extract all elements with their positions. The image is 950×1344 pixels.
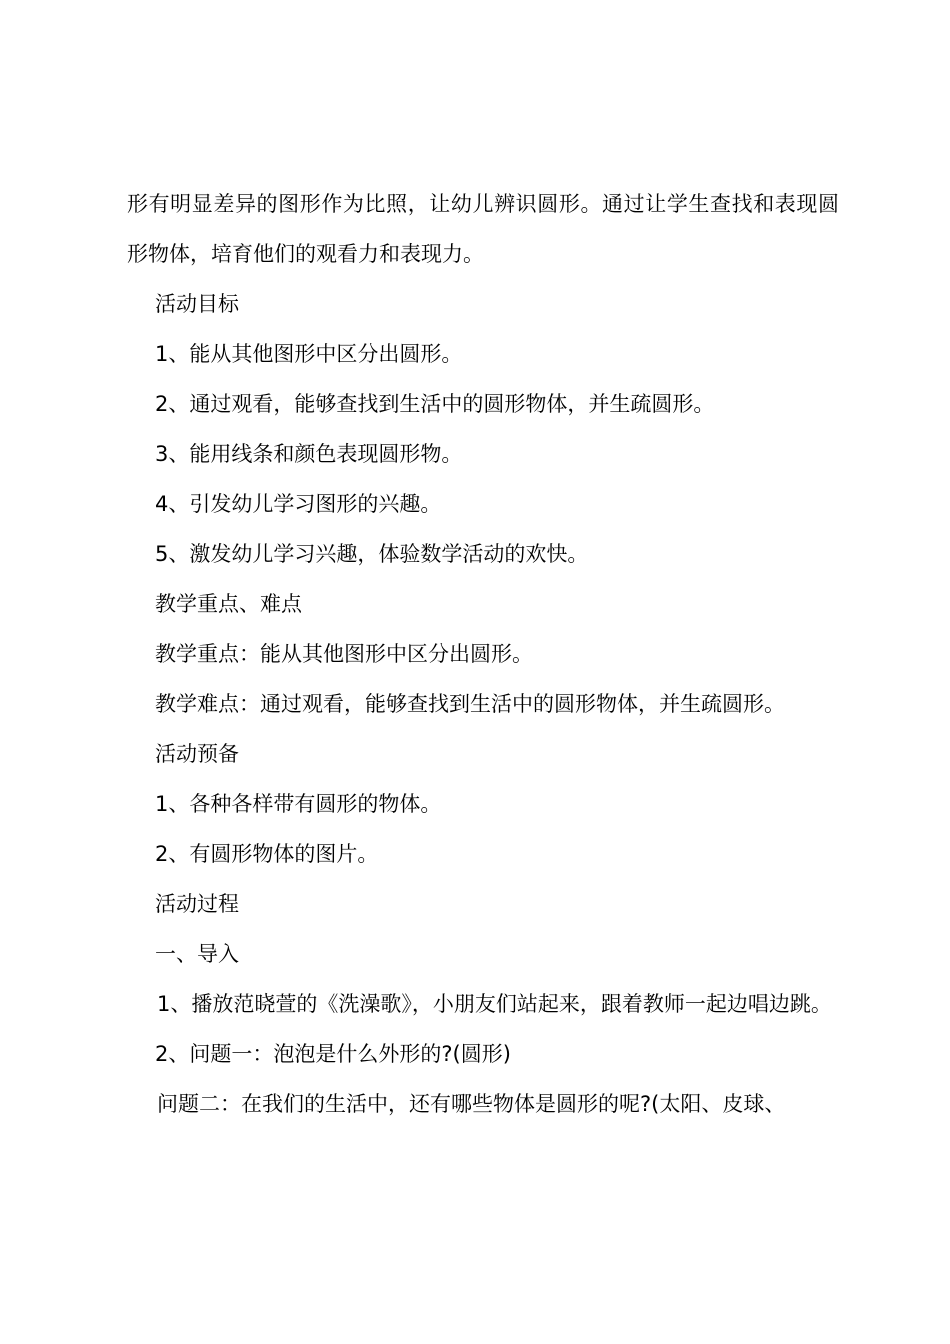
- goal-item: 5、激发幼儿学习兴趣，体验数学活动的欢快。: [155, 542, 589, 566]
- goal-item: 4、引发幼儿学习图形的兴趣。: [155, 492, 442, 516]
- process-step: 1、播放范晓萱的《洗澡歌》，小朋友们站起来，跟着教师一起边唱边跳。: [157, 992, 832, 1016]
- heading-activity-goals: 活动目标: [155, 292, 239, 316]
- preparation-item: 2、有圆形物体的图片。: [155, 842, 379, 866]
- goal-item: 3、能用线条和颜色表现圆形物。: [155, 442, 463, 466]
- goal-item: 2、通过观看，能够查找到生活中的圆形物体，并生疏圆形。: [155, 392, 715, 416]
- preparation-item: 1、各种各样带有圆形的物体。: [155, 792, 442, 816]
- document-body: [127, 179, 839, 1129]
- heading-key-points: 教学重点、难点: [155, 592, 302, 616]
- paragraph-intro: 形有明显差异的图形作为比照，让幼儿辨识圆形。通过让学生查找和表现圆形物体，培育他们的观看力和表现力。: [127, 192, 839, 266]
- process-question: 问题二：在我们的生活中，还有哪些物体是圆形的呢?(太阳、皮球、: [157, 1092, 786, 1116]
- subheading-intro: 一、导入: [155, 942, 239, 966]
- heading-process: 活动过程: [155, 892, 239, 916]
- heading-preparation: 活动预备: [155, 742, 239, 766]
- key-point-item: 教学重点：能从其他图形中区分出圆形。: [155, 642, 533, 666]
- process-question: 2、问题一：泡泡是什么外形的?(圆形): [155, 1042, 511, 1066]
- goal-item: 1、能从其他图形中区分出圆形。: [155, 342, 463, 366]
- difficulty-item: 教学难点：通过观看，能够查找到生活中的圆形物体，并生疏圆形。: [155, 692, 785, 716]
